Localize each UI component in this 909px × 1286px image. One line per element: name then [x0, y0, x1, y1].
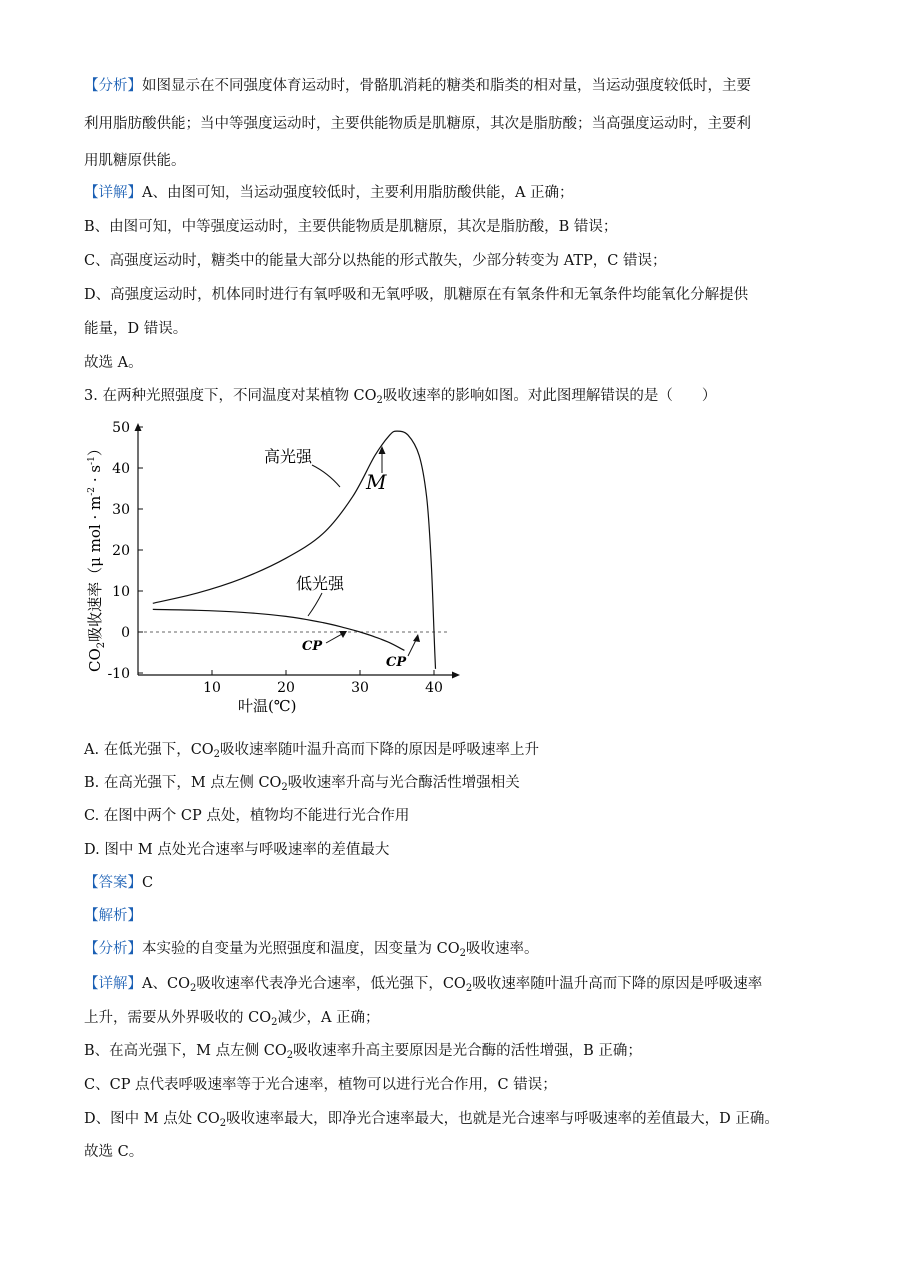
prev-analysis-text-1: 如图显示在不同强度体育运动时，骨骼肌消耗的糖类和脂类的相对量，当运动强度较低时，主要	[142, 78, 751, 94]
option-d: D. 图中 M 点处光合速率与呼吸速率的差值最大	[84, 842, 390, 858]
explain-tag: 【解析】	[84, 908, 142, 924]
co2-rate-chart	[80, 415, 480, 720]
x-tick-label: 20	[277, 680, 295, 696]
prev-analysis-line-2: 利用脂肪酸供能；当中等强度运动时，主要供能物质是肌糖原，其次是脂肪酸；当高强度运动时，主要利	[84, 116, 751, 132]
answer-detail-a2: 上升，需要从外界吸收的 $CO_2$减少，A 正确；	[84, 1010, 380, 1028]
stem-post: 吸收速率的影响如图。对此图理解错误的是（ ）	[382, 388, 717, 404]
cp-label-low: CP	[302, 639, 323, 654]
y-tick-label: -10	[107, 666, 130, 682]
y-tick-label: 10	[112, 584, 130, 600]
low-light-label: 低光强	[296, 574, 345, 593]
high-light-label: 高光强	[264, 447, 313, 466]
x-tick-label: 30	[351, 680, 369, 696]
y-tick-label: 50	[112, 420, 130, 436]
analysis-tag: 【分析】	[84, 78, 142, 94]
cp-arrow-low-line	[326, 634, 342, 643]
x-axis-label: 叶温(℃)	[238, 697, 297, 715]
prev-detail-line-a	[84, 183, 574, 203]
answer-detail-c: C、CP 点代表呼吸速率等于光合速率，植物可以进行光合作用，C 错误；	[84, 1077, 557, 1093]
high-label-leader	[312, 465, 340, 487]
option-b: B. 在高光强下，M 点左侧 $CO_2$吸收速率升高与光合酶活性增强相关	[84, 775, 520, 793]
prev-detail-line-d2: 能量，D 错误。	[84, 321, 188, 337]
question-stem	[84, 386, 716, 411]
y-tick-label: 40	[112, 461, 130, 477]
prev-conclusion: 故选 A。	[84, 355, 143, 371]
prev-detail-a: A、由图可知，当运动强度较低时，主要利用脂肪酸供能，A 正确；	[142, 185, 574, 201]
answer-analysis: 【分析】本实验的自变量为光照强度和温度，因变量为 $CO_2$吸收速率。	[84, 941, 539, 959]
answer-value: C	[142, 875, 154, 891]
option-c: C. 在图中两个 CP 点处，植物均不能进行光合作用	[84, 808, 410, 824]
x-tick-label: 40	[425, 680, 443, 696]
low-label-leader	[308, 593, 322, 616]
answer-detail-a1: 【详解】A、$CO_2$吸收速率代表净光合速率，低光强下，$CO_2$吸收速率随叶温升高而下降的原因是呼吸速率	[84, 976, 763, 994]
answer-conclusion: 故选 C。	[84, 1144, 144, 1160]
prev-detail-line-b: B、由图可知，中等强度运动时，主要供能物质是肌糖原，其次是脂肪酸，B 错误；	[84, 219, 618, 235]
answer-detail-d: D、图中 M 点处 $CO_2$吸收速率最大，即净光合速率最大，也就是光合速率与呼吸速率的差值最大，D 正确。	[84, 1111, 779, 1129]
y-tick-label: 20	[112, 543, 130, 559]
answer-tag: 【答案】	[84, 875, 142, 891]
y-tick-label: 0	[121, 625, 130, 641]
y-tick-label: 30	[112, 502, 130, 518]
m-point-label: M	[366, 470, 387, 494]
x-axis-arrow	[452, 672, 460, 679]
prev-analysis-line-3: 用肌糖原供能。	[84, 153, 186, 169]
y-axis-label: $CO_2$吸收速率（μ mol · $m^{-2} \cdot s^{-1}$）	[86, 441, 107, 672]
answer-detail-b: B、在高光强下，M 点左侧 $CO_2$吸收速率升高主要原因是光合酶的活性增强，B 正确；	[84, 1043, 642, 1061]
prev-detail-line-d1: D、高强度运动时，机体同时进行有氧呼吸和无氧呼吸，肌糖原在有氧条件和无氧条件均能氧化分解提供	[84, 287, 749, 303]
prev-detail-line-c: C、高强度运动时，糖类中的能量大部分以热能的形式散失，少部分转变为 ATP，C 错误；	[84, 253, 667, 269]
prev-analysis-line-1	[84, 76, 751, 96]
explain-tag-line	[84, 906, 142, 926]
stem-sub: 2	[376, 395, 383, 406]
high-light-drop	[434, 632, 436, 669]
option-a: A. 在低光强下，$CO_2$吸收速率随叶温升高而下降的原因是呼吸速率上升	[84, 742, 540, 760]
cp-arrow-high-line	[408, 640, 416, 656]
answer-line	[84, 873, 153, 893]
cp-arrow-high-head	[413, 634, 420, 642]
detail-tag: 【详解】	[84, 185, 142, 201]
x-tick-label: 10	[203, 680, 221, 696]
cp-label-high: CP	[386, 655, 407, 670]
low-light-curve	[153, 609, 405, 650]
stem-pre: 3. 在两种光照强度下，不同温度对某植物 CO	[84, 388, 377, 404]
